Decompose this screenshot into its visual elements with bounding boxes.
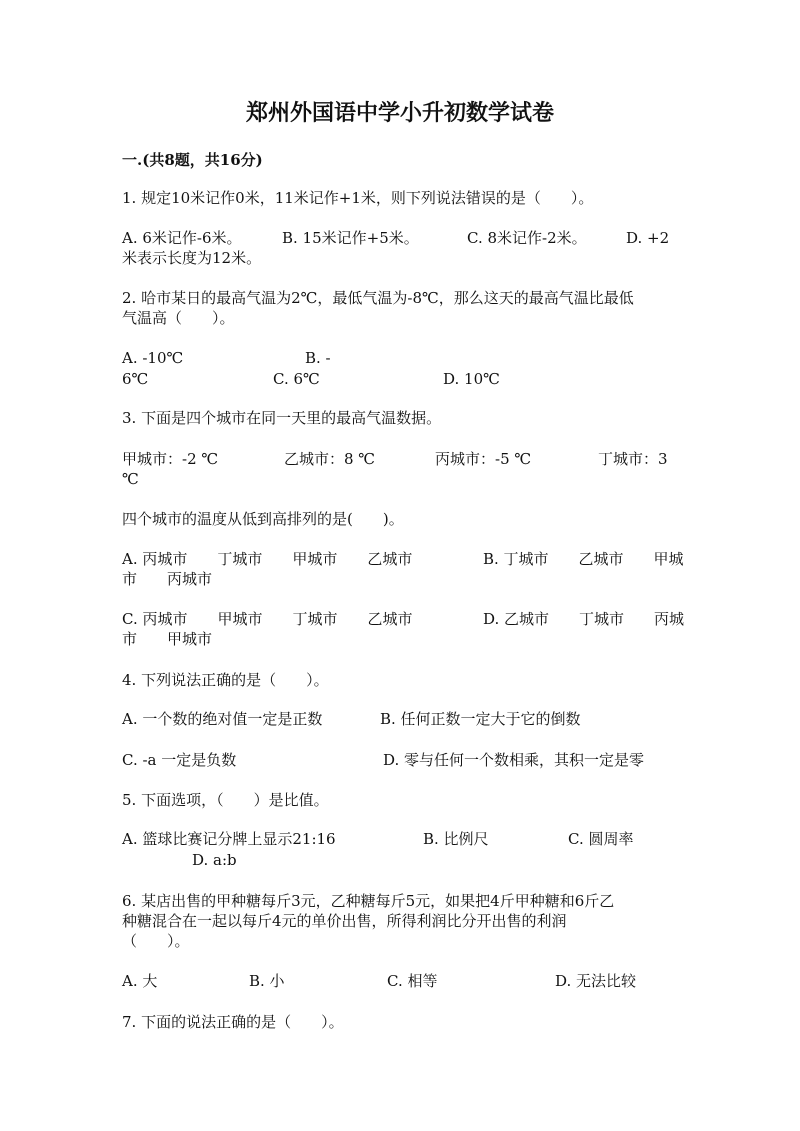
question-1-option-b: B. 15米记作+5米。 bbox=[282, 229, 419, 247]
section-heading: 一.(共8题，共16分) bbox=[122, 151, 263, 169]
question-5-option-b: B. 比例尺 bbox=[423, 830, 489, 848]
question-6-stem-cont: 种糖混合在一起以每斤4元的单价出售，所得利润比分开出售的利润 bbox=[122, 912, 567, 930]
question-5-stem: 5. 下面选项，（ ）是比值。 bbox=[122, 791, 329, 809]
city-ding-unit: ℃ bbox=[122, 470, 139, 488]
question-7-stem: 7. 下面的说法正确的是（ ）。 bbox=[122, 1013, 344, 1031]
question-3-stem: 3. 下面是四个城市在同一天里的最高气温数据。 bbox=[122, 409, 442, 427]
question-4-option-d: D. 零与任何一个数相乘，其积一定是零 bbox=[383, 751, 645, 769]
question-3-option-d: D. 乙城市 丁城市 丙城 bbox=[483, 610, 685, 628]
question-2-option-b-cont: 6℃ bbox=[122, 370, 149, 388]
question-2-option-b: B. - bbox=[305, 349, 331, 367]
city-bing: 丙城市：-5 ℃ bbox=[435, 450, 532, 468]
question-2-option-a: A. -10℃ bbox=[122, 349, 184, 367]
question-4-stem: 4. 下列说法正确的是（ ）。 bbox=[122, 671, 329, 689]
question-5-option-c: C. 圆周率 bbox=[568, 830, 634, 848]
question-3-option-a: A. 丙城市 丁城市 甲城市 乙城市 bbox=[122, 550, 413, 568]
question-4-option-b: B. 任何正数一定大于它的倒数 bbox=[380, 710, 581, 728]
question-3-option-b-cont: 市 丙城市 bbox=[122, 570, 213, 588]
question-3-ask: 四个城市的温度从低到高排列的是( )。 bbox=[122, 510, 404, 528]
city-jia: 甲城市：-2 ℃ bbox=[122, 450, 219, 468]
question-1-option-a: A. 6米记作-6米。 bbox=[122, 229, 242, 247]
city-yi: 乙城市：8 ℃ bbox=[284, 450, 376, 468]
question-6-option-c: C. 相等 bbox=[387, 972, 438, 990]
question-5-option-d: D. a:b bbox=[192, 851, 237, 869]
question-1-option-c: C. 8米记作-2米。 bbox=[467, 229, 587, 247]
question-1-option-d: D. +2 bbox=[626, 229, 670, 247]
question-6-option-b: B. 小 bbox=[249, 972, 285, 990]
question-4-option-c: C. -a 一定是负数 bbox=[122, 751, 237, 769]
question-3-option-c: C. 丙城市 甲城市 丁城市 乙城市 bbox=[122, 610, 413, 628]
question-6-stem-blank: （ ）。 bbox=[122, 932, 190, 950]
question-1-option-d-cont: 米表示长度为12米。 bbox=[122, 249, 262, 267]
question-2-stem-cont: 气温高（ ）。 bbox=[122, 309, 235, 327]
question-6-option-d: D. 无法比较 bbox=[555, 972, 637, 990]
question-5-option-a: A. 篮球比赛记分牌上显示21:16 bbox=[122, 830, 336, 848]
question-6-stem: 6. 某店出售的甲种糖每斤3元，乙种糖每斤5元，如果把4斤甲种糖和6斤乙 bbox=[122, 892, 615, 910]
question-2-option-d: D. 10℃ bbox=[443, 370, 500, 388]
question-1-stem: 1. 规定10米记作0米，11米记作+1米，则下列说法错误的是（ ）。 bbox=[122, 189, 594, 207]
question-2-stem: 2. 哈市某日的最高气温为2℃，最低气温为-8℃，那么这天的最高气温比最低 bbox=[122, 289, 634, 307]
question-3-option-b: B. 丁城市 乙城市 甲城 bbox=[483, 550, 684, 568]
question-2-option-c: C. 6℃ bbox=[273, 370, 320, 388]
question-6-option-a: A. 大 bbox=[122, 972, 158, 990]
city-ding: 丁城市：3 bbox=[598, 450, 668, 468]
question-3-option-d-cont: 市 甲城市 bbox=[122, 630, 213, 648]
question-4-option-a: A. 一个数的绝对值一定是正数 bbox=[122, 710, 323, 728]
page-title: 郑州外国语中学小升初数学试卷 bbox=[245, 100, 554, 126]
